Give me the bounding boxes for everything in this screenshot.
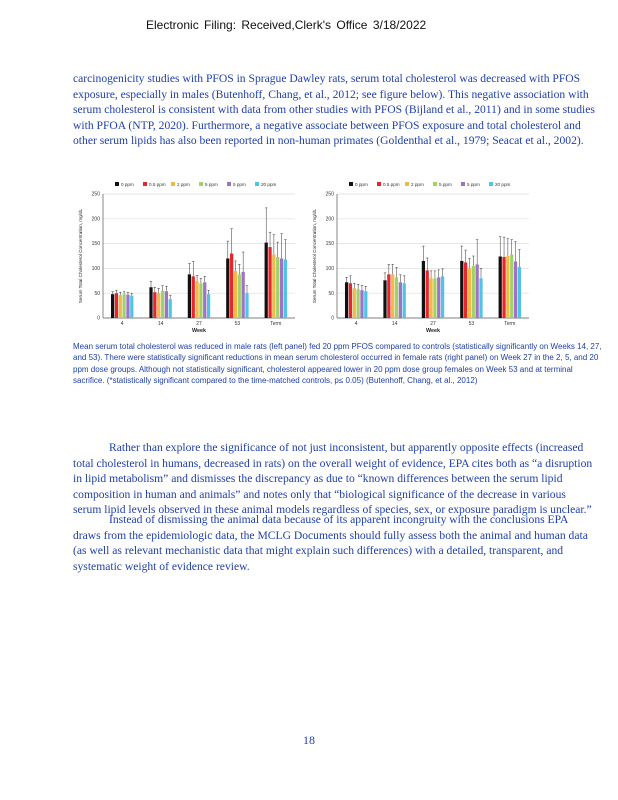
y-tick-label: 150 [91,241,100,248]
bar [123,294,126,318]
y-tick-label: 200 [91,216,100,223]
bar [130,296,133,318]
male-rat-cholesterol-chart [73,178,305,343]
paragraph-1: carcinogenicity studies with PFOS in Sprague Dawley rats, serum total cholesterol was decreased with PFOS exposure, especially in males (Butenhoff, Chang, et al., 2012; see figure below). This negative association with serum cholesterol is consistent with data from other studies with PFOS (Bijland et al., 2011) and in some studies with PFOA (NTP, 2020). Furthermore, a negative associate between PFOS exposure and total cholesterol and other serum lipids has also been reported in non-human primates (Goldenthal et al., 1979; Seacat et al., 2002). [73,72,595,148]
y-tick-label: 250 [325,191,334,198]
paragraph-2: Rather than explore the significance of not just inconsistent, but apparently opposite effects (increased total cholesterol in humans, decreased in rats) on the overall weight of evidence, EPA cites both as “a disruption in lipid metabolism” and dismisses the discrepancy as due to “known differences between the serum lipid composition in human and animals” and notes only that “biological significance of the decrease in various serum lipid levels observed in these animal models regardless of species, sex, or exposure paradigm is unclear.” [73,441,593,517]
bar [276,257,279,318]
legend-label: 2 ppm [177,182,190,187]
bar [364,291,367,318]
legend-label: 0 ppm [121,182,134,187]
bar [349,283,352,318]
bar [265,243,268,318]
legend-label: 0 ppm [355,182,368,187]
bar [422,261,425,318]
bar [460,261,463,318]
bar [502,257,505,318]
bar [383,280,386,318]
legend-swatch [115,182,119,186]
bar [169,299,172,318]
bar [403,283,406,318]
bar [391,274,394,318]
legend-label: 5 ppm [205,182,218,187]
bar [476,264,479,318]
bar [429,278,432,318]
bar [441,276,444,318]
bar [126,295,129,318]
bar [234,271,237,318]
legend-label: 0.5 ppm [149,182,166,187]
bar [464,262,467,318]
filing-header: Electronic Filing: Received,Clerk's Office 3/18/2022 [146,18,427,32]
bar [468,268,471,318]
bar [203,282,206,318]
bar [399,282,402,318]
bar [479,278,482,318]
bar [245,293,248,318]
legend-swatch [377,182,381,186]
bar [472,266,475,318]
legend-label: 5 ppm [439,182,452,187]
x-tick-label: 27 [430,321,436,327]
y-tick-label: 0 [97,315,100,322]
bar [161,291,164,318]
bar [499,256,502,318]
female-rat-cholesterol-chart [307,178,539,343]
bar [195,281,198,318]
bar [426,270,429,318]
bar [230,254,233,318]
bar [345,282,348,318]
x-axis-label: Week [192,328,206,334]
y-axis-label: Serum Total Cholesterol Concentration, mg/dL [312,208,317,304]
legend-swatch [171,182,175,186]
paragraph-3: Instead of dismissing the animal data because of its apparent incongruity with the conclusions EPA draws from the epidemiologic data, the MCLG Documents should fully assess both the animal and human data (as well as relevant mechanistic data that might explain such differences) with a detailed, transparent, and systematic weight of evidence review. [73,513,588,573]
y-tick-label: 100 [325,266,334,272]
bar [514,261,517,318]
y-tick-label: 50 [328,290,334,297]
legend-swatch [227,182,231,186]
x-tick-label: Term [504,321,516,327]
legend-swatch [143,182,147,186]
bar [242,272,245,318]
bar [360,290,363,318]
x-tick-label: 53 [234,321,241,327]
bar [510,255,513,318]
figure-caption: Mean serum total cholesterol was reduced in male rats (left panel) fed 20 ppm PFOS compared to controls (statistically significantly on Weeks 14, 27, and 53). There were statistically significant reductions in mean serum cholesterol occurred in female rats (right panel) on Week 27 in the 2, 5, and 20 ppm dose groups. Although not statistically significant, cholesterol appeared lower in 20 ppm dose group females on Week 53 and at terminal sacrifice. (*statistically significant compared to the time-matched controls, p≤ 0.05) (Butenhoff, Chang, et al., 2012) [73,342,602,386]
y-tick-label: 150 [325,241,334,248]
y-tick-label: 200 [325,216,334,223]
y-tick-label: 100 [91,266,100,272]
x-tick-label: Term [270,321,282,327]
bar [226,258,229,318]
bar [238,274,241,318]
legend-swatch [349,182,353,186]
bar [188,274,191,318]
legend-label: 5 ppm [467,182,480,187]
bar [357,289,360,318]
x-tick-label: 4 [354,321,358,327]
bar [387,274,390,318]
legend-label: 5 ppm [233,182,246,187]
bar [433,278,436,318]
bar [153,292,156,318]
y-tick-label: 0 [331,315,334,322]
legend-swatch [489,182,493,186]
bar [199,283,202,318]
bar [119,295,122,318]
bar [165,291,168,318]
bar [395,277,398,318]
bar [506,256,509,318]
x-tick-label: 4 [120,321,124,327]
bar [437,277,440,318]
legend-label: 0.5 ppm [383,182,400,187]
x-tick-label: 14 [157,321,164,327]
legend-swatch [199,182,203,186]
bar [111,294,114,318]
legend-swatch [433,182,437,186]
y-tick-label: 250 [91,191,100,198]
legend-label: 20 ppm [495,182,511,187]
bar [272,255,275,318]
y-axis-label: Serum Total Cholesterol Concentration, mg/dL [78,208,83,304]
legend-swatch [255,182,259,186]
bar [284,259,287,318]
bar [192,276,195,318]
male-rat-chart-svg [73,178,305,338]
x-axis-label: Week [426,328,440,334]
x-tick-label: 14 [391,321,398,327]
page-number: 18 [303,733,315,747]
y-tick-label: 50 [94,290,100,297]
bar [280,258,283,318]
legend-label: 20 ppm [261,182,277,187]
bar [207,294,210,318]
bar [115,293,118,318]
bar [149,287,152,318]
bar [268,247,271,318]
female-rat-chart-svg [307,178,539,338]
bar [518,267,521,318]
x-tick-label: 27 [196,321,202,327]
bar [353,288,356,318]
legend-label: 2 ppm [411,182,424,187]
bar [157,293,160,318]
legend-swatch [461,182,465,186]
x-tick-label: 53 [468,321,475,327]
legend-swatch [405,182,409,186]
